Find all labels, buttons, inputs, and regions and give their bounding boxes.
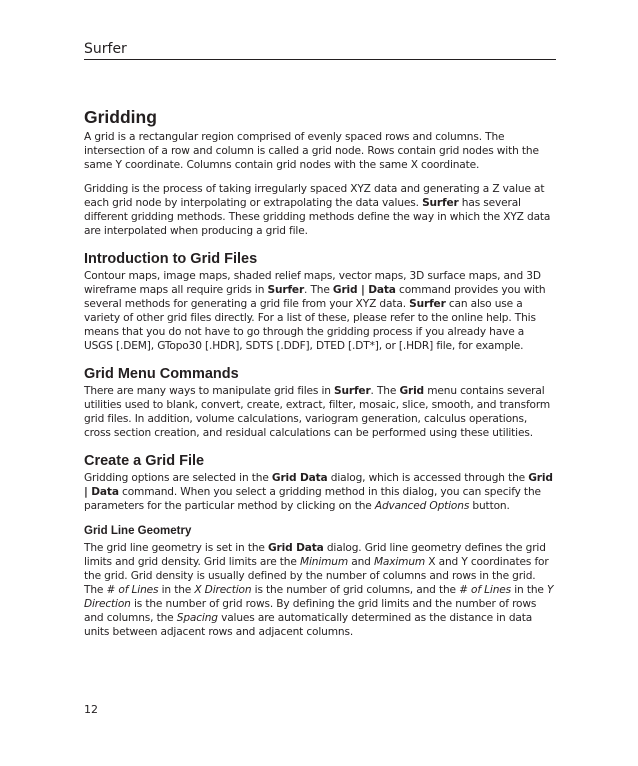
paragraph-grid-definition: A grid is a rectangular region comprised of evenly spaced rows and columns. The intersection of a row and column is called a grid node. Rows contain grid nodes with the same Y coordinate. Columns contain grid nodes with the same X coordinate. [84, 131, 539, 171]
page-content [84, 107, 556, 639]
product-name: Surfer [422, 197, 459, 209]
text-run: and [348, 556, 374, 568]
field-name: X Direction [194, 584, 252, 596]
running-header [84, 40, 556, 60]
paragraph-introduction [84, 269, 556, 353]
text-run: in the [158, 584, 195, 596]
field-name: Minimum [299, 556, 349, 568]
button-name: Advanced Options [374, 500, 470, 512]
product-name: Surfer [409, 298, 446, 310]
heading-grid-line-geometry: Grid Line Geometry [84, 525, 192, 537]
paragraph-gridding-process [84, 182, 556, 238]
paragraph-grid-line-geometry [84, 541, 556, 639]
heading-introduction-to-grid-files: Introduction to Grid Files [84, 251, 258, 267]
text-run: The grid line geometry is set in the [84, 542, 268, 554]
paragraph-create-grid [84, 471, 556, 513]
text-run: command provides you with several methods for generating a grid file from your XYZ data. [84, 284, 546, 310]
field-name: # of Lines [106, 584, 159, 596]
product-name: Surfer [267, 284, 305, 296]
heading-create-a-grid-file: Create a Grid File [84, 453, 205, 469]
product-name: Surfer [334, 385, 371, 397]
text-run: in the [511, 584, 547, 596]
paragraph-grid-menu [84, 384, 556, 440]
text-run: button. [469, 500, 510, 512]
text-run: dialog. Grid line geometry defines the grid limits and grid density. Grid limits are the [84, 542, 546, 568]
command-name: Grid | Data [332, 284, 396, 296]
field-name: Spacing [176, 612, 218, 624]
field-name: # of Lines [459, 584, 512, 596]
heading-grid-menu-commands: Grid Menu Commands [84, 366, 239, 382]
text-run: Contour maps, image maps, shaded relief maps, vector maps, 3D surface maps, and 3D wireframe maps all require grids in [84, 270, 541, 296]
text-run: values are automatically determined as the distance in data units between adjacent rows and adjacent columns. [84, 612, 533, 638]
menu-name: Grid [399, 385, 424, 397]
text-run: command. When you select a gridding method in this dialog, you can specify the parameters for the particular method by clicking on the [84, 486, 541, 512]
text-run: Gridding is the process of taking irregularly spaced XYZ data and generating a Z value at each grid node by interpolating or extrapolating the data values. [84, 183, 545, 209]
text-run: is the number of grid columns, and the [251, 584, 460, 596]
text-run: is the number of grid rows. By defining the grid limits and the number of rows and columns, the [84, 598, 537, 624]
text-run: has several different gridding methods. These gridding methods define the way in which the XYZ data are interpolated when producing a grid file. [84, 197, 551, 237]
page-number: 12 [84, 703, 98, 716]
command-name: Grid | Data [84, 472, 553, 498]
text-run: . The [370, 385, 400, 397]
text-run: X and Y coordinates for the grid. Grid density is usually defined by the number of columns and rows in the grid. The [84, 556, 549, 596]
text-run: dialog, which is accessed through the [327, 472, 529, 484]
section-title-gridding: Gridding [84, 107, 157, 127]
text-run: menu contains several utilities used to blank, convert, create, extract, filter, mosaic, slice, smooth, and transform grid files. In addition, volume calculations, variogram generation, calculus operations, cross section creation, and residual calculations can be performed using these utilities. [84, 385, 551, 439]
text-run: . The [304, 284, 333, 296]
text-run: Gridding options are selected in the [84, 472, 272, 484]
dialog-name: Grid Data [271, 472, 328, 484]
running-title: Surfer [84, 41, 127, 57]
dialog-name: Grid Data [268, 542, 324, 554]
field-name: Maximum [373, 556, 426, 568]
text-run: There are many ways to manipulate grid files in [84, 385, 335, 397]
field-name: Y Direction [84, 584, 554, 610]
text-run: can also use a variety of other grid files directly. For a list of these, please refer to the online help. This means that you do not have to go through the gridding process if you already have a USGS [.DEM], GTopo30 [.HDR], SDTS [.DDF], DTED [.DT*], or [.HDR] file, for example. [84, 298, 536, 352]
